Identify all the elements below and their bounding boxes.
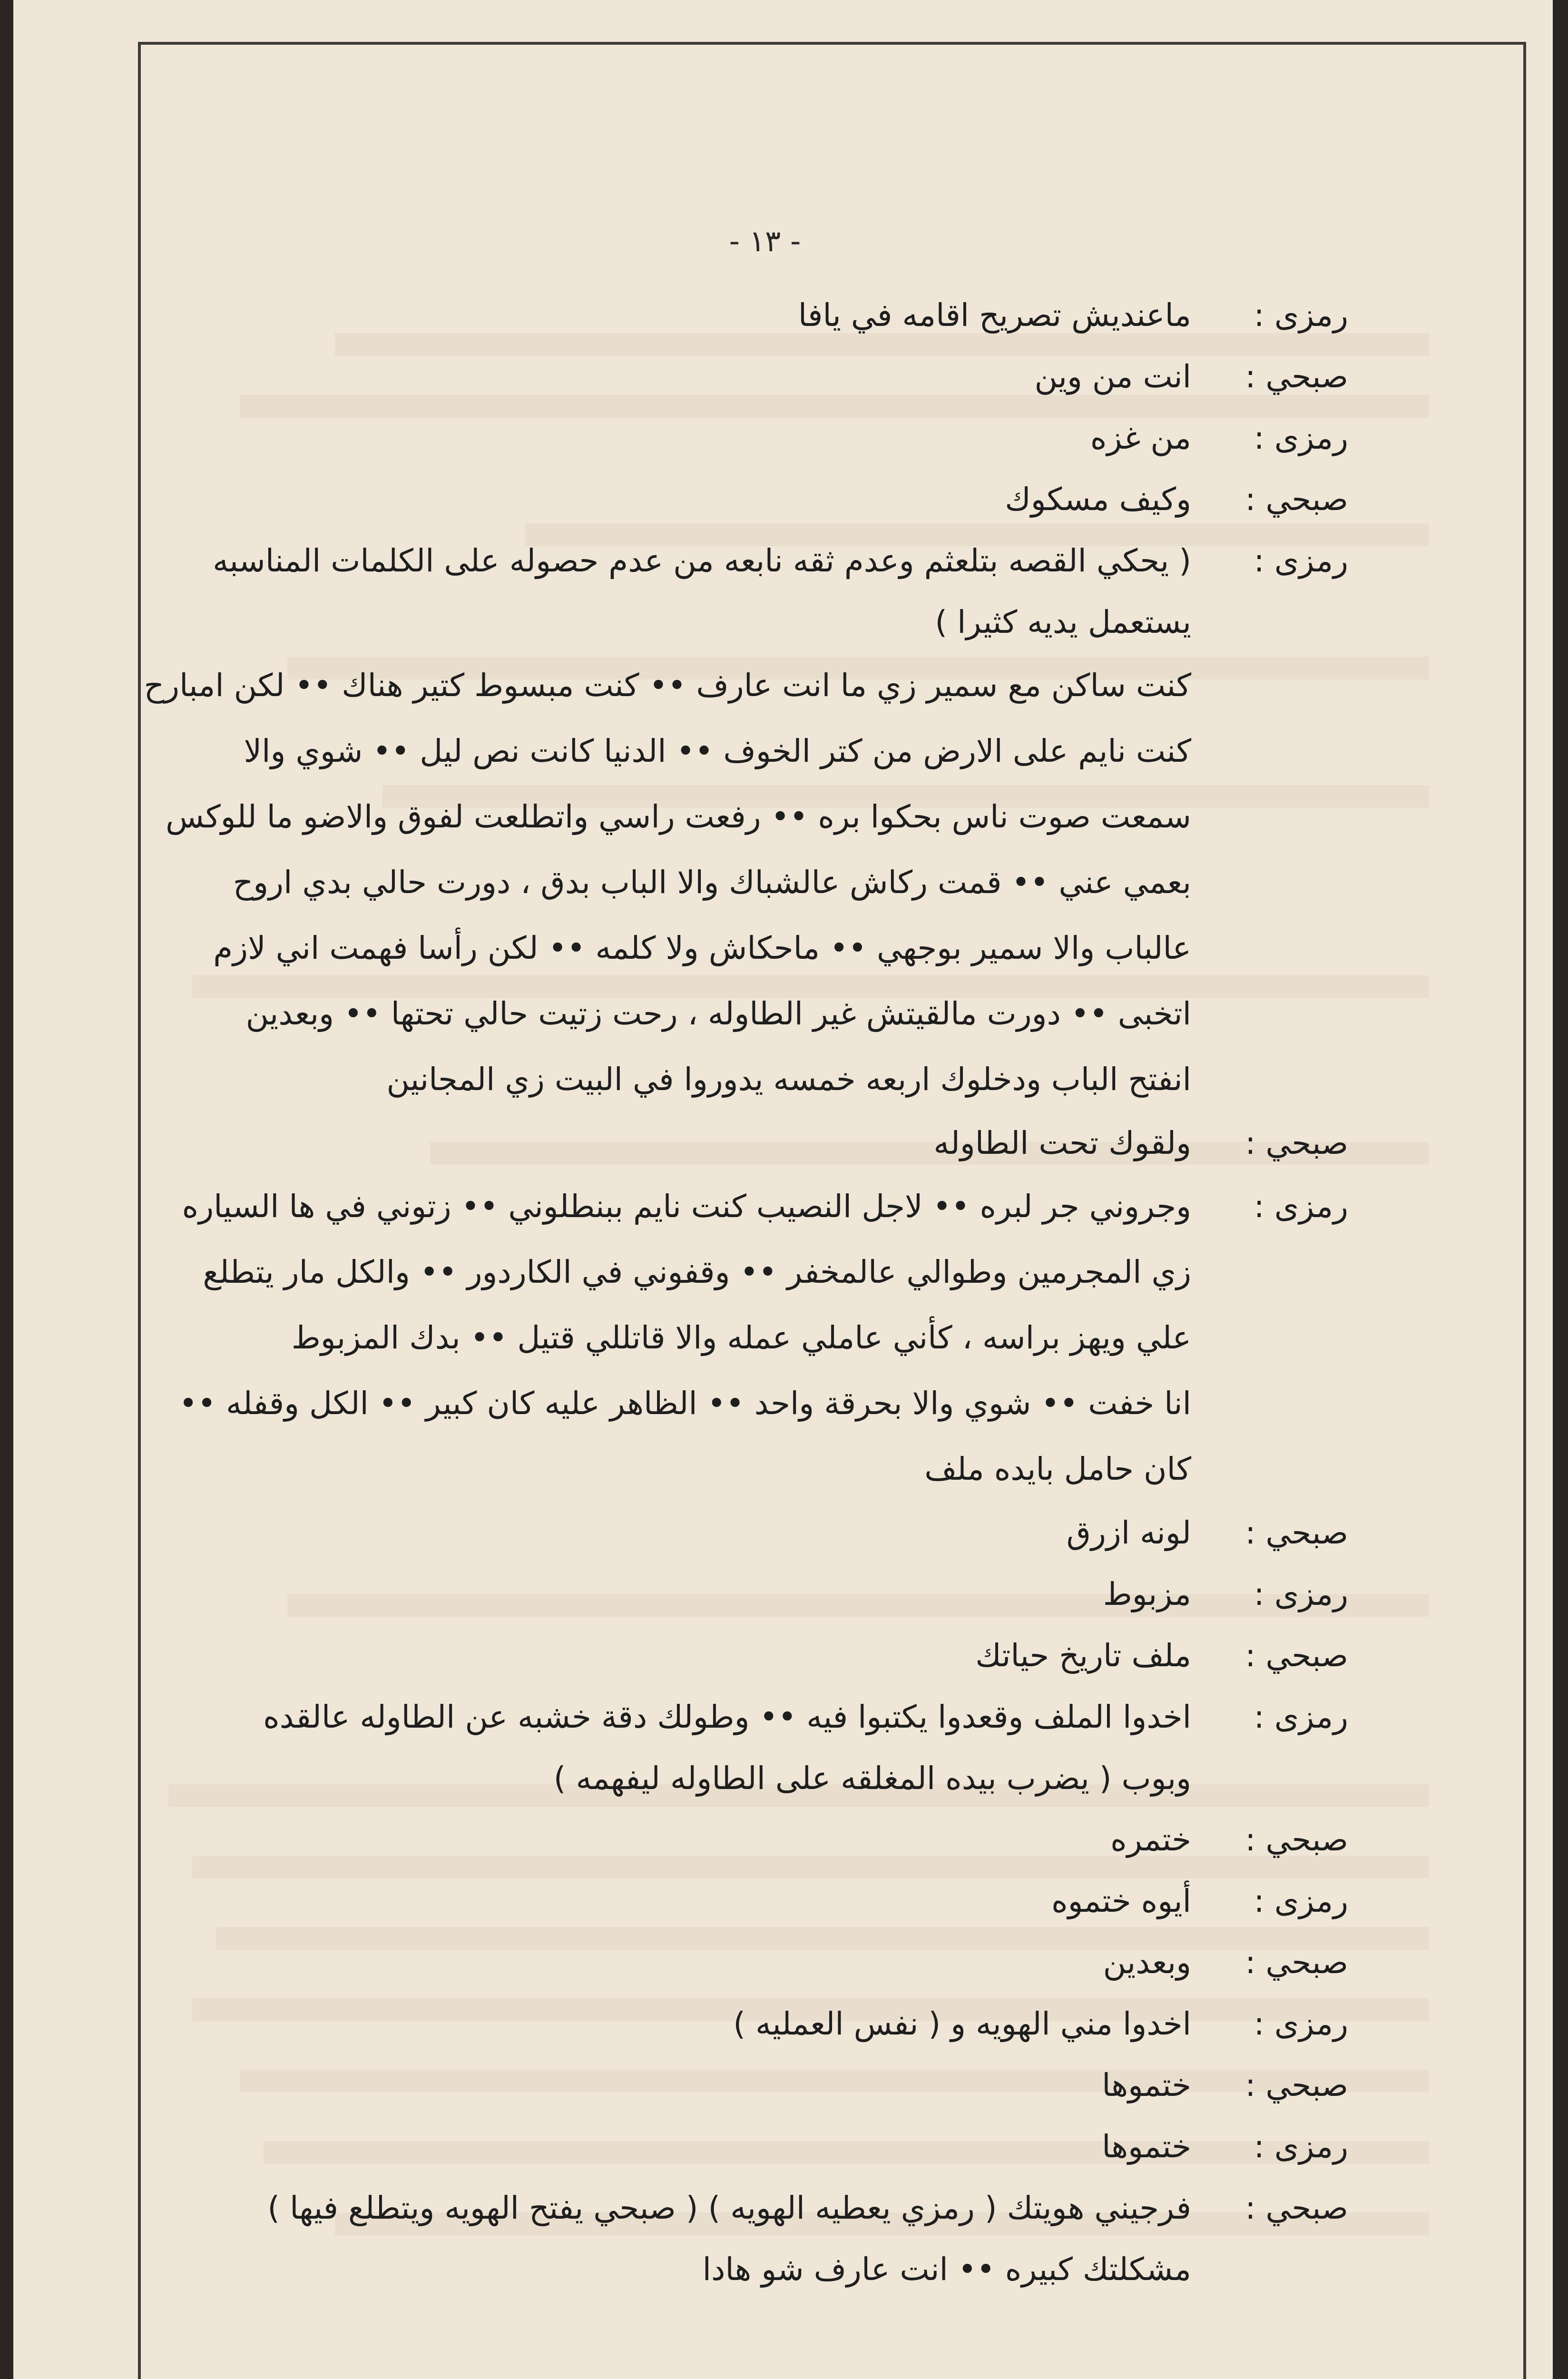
line-text: بعمي عني •• قمت ركاش عالشباك والا الباب بدق ، دورت حالي بدي اروح xyxy=(233,864,1191,901)
line-text: فرجيني هويتك ( رمزي يعطيه الهويه ) ( صبحي يفتح الهويه ويتطلع فيها ) xyxy=(267,2190,1191,2226)
line-text: ماعنديش تصريح اقامه في يافا xyxy=(798,297,1191,334)
speaker-label: صبحي : xyxy=(1245,1125,1348,1161)
line-text: أيوه ختموه xyxy=(1051,1883,1191,1919)
speaker-label: رمزى : xyxy=(1254,2005,1348,2042)
page-number: - ١٣ - xyxy=(729,224,801,258)
line-text: كنت ساكن مع سمير زي ما انت عارف •• كنت مبسوط كتير هناك •• لكن امبارح xyxy=(144,667,1191,704)
continuation-line xyxy=(168,1047,1348,1112)
continuation-line xyxy=(168,915,1348,981)
speaker-label: رمزى : xyxy=(1254,1699,1348,1735)
continuation-line xyxy=(168,718,1348,784)
dialogue-line xyxy=(168,2116,1348,2177)
continuation-line xyxy=(168,2239,1348,2300)
speaker-label: رمزى : xyxy=(1254,420,1348,456)
line-text: زي المجرمين وطوالي عالمخفر •• وقفوني في الكاردور •• والكل مار يتطلع xyxy=(203,1254,1191,1290)
line-text: علي ويهز براسه ، كأني عاملي عمله والا قاتللي قتيل •• بدك المزبوط xyxy=(291,1319,1191,1356)
dialogue-line xyxy=(168,1112,1348,1174)
dialogue-line xyxy=(168,1870,1348,1932)
speaker-label: صبحي : xyxy=(1245,2190,1348,2226)
dialogue-line xyxy=(168,1686,1348,1748)
line-text: كنت نايم على الارض من كتر الخوف •• الدنيا كانت نص ليل •• شوي والا xyxy=(244,733,1191,769)
speaker-label: رمزى : xyxy=(1254,2128,1348,2165)
speaker-label: صبحي : xyxy=(1245,1944,1348,1981)
line-text: كان حامل بايده ملف xyxy=(924,1451,1191,1487)
continuation-line xyxy=(168,1436,1348,1502)
dialogue-line xyxy=(168,346,1348,407)
speaker-label: رمزى : xyxy=(1254,1576,1348,1612)
speaker-label: صبحي : xyxy=(1245,481,1348,518)
continuation-line xyxy=(168,1748,1348,1809)
continuation-line xyxy=(168,591,1348,653)
line-text: اخدوا مني الهويه و ( نفس العمليه ) xyxy=(733,2005,1191,2042)
dialogue-line xyxy=(168,1625,1348,1686)
speaker-label: رمزى : xyxy=(1254,297,1348,334)
continuation-line xyxy=(168,784,1348,850)
line-text: لونه ازرق xyxy=(1066,1514,1191,1551)
speaker-label: رمزى : xyxy=(1254,542,1348,579)
line-text: يستعمل يديه كثيرا ) xyxy=(935,604,1191,640)
speaker-label: صبحي : xyxy=(1245,358,1348,395)
line-text: ختموها xyxy=(1102,2067,1191,2104)
line-text: انفتح الباب ودخلوك اربعه خمسه يدوروا في البيت زي المجانين xyxy=(386,1061,1191,1098)
continuation-line xyxy=(168,1305,1348,1371)
dialogue-line xyxy=(168,530,1348,591)
dialogue-line xyxy=(168,1809,1348,1870)
line-text: مزبوط xyxy=(1103,1576,1191,1612)
dialogue-line xyxy=(168,1174,1348,1239)
line-text: اتخبى •• دورت مالقيتش غير الطاوله ، رحت زتيت حالي تحتها •• وبعدين xyxy=(245,995,1191,1032)
script-text xyxy=(144,285,1348,2300)
dialogue-line xyxy=(168,1932,1348,1993)
dialogue-line xyxy=(168,469,1348,530)
speaker-label: صبحي : xyxy=(1245,1637,1348,1674)
speaker-label: صبحي : xyxy=(1245,2067,1348,2104)
line-text: من غزه xyxy=(1090,420,1191,456)
continuation-line xyxy=(144,653,1348,718)
line-text: ملف تاريخ حياتك xyxy=(975,1637,1191,1674)
continuation-line xyxy=(168,850,1348,915)
document-page xyxy=(13,0,1553,2379)
dialogue-line xyxy=(168,285,1348,346)
speaker-label: رمزى : xyxy=(1254,1188,1348,1225)
line-text: اخدوا الملف وقعدوا يكتبوا فيه •• وطولك دقة خشبه عن الطاوله عالقده xyxy=(263,1699,1191,1735)
dialogue-line xyxy=(168,407,1348,469)
speaker-label: صبحي : xyxy=(1245,1514,1348,1551)
continuation-line xyxy=(168,1371,1348,1436)
line-text: وجروني جر لبره •• لاجل النصيب كنت نايم ببنطلوني •• زتوني في ها السياره xyxy=(182,1188,1191,1225)
line-text: ختمره xyxy=(1110,1821,1191,1858)
dialogue-line xyxy=(168,2177,1348,2239)
dialogue-line xyxy=(168,1993,1348,2055)
dialogue-line xyxy=(168,1563,1348,1625)
continuation-line xyxy=(168,981,1348,1047)
line-text: عالباب والا سمير بوجهي •• ماحكاش ولا كلمه •• لكن رأسا فهمت اني لازم xyxy=(213,930,1191,966)
speaker-label: رمزى : xyxy=(1254,1883,1348,1919)
line-text: سمعت صوت ناس بحكوا بره •• رفعت راسي واتطلعت لفوق والاضو ما للوكس xyxy=(166,798,1191,835)
line-text: ( يحكي القصه بتلعثم وعدم ثقه نابعه من عدم حصوله على الكلمات المناسبه xyxy=(213,542,1191,579)
speaker-label: صبحي : xyxy=(1245,1821,1348,1858)
line-text: انا خفت •• شوي والا بحرقة واحد •• الظاهر عليه كان كبير •• الكل وقفله •• xyxy=(179,1385,1191,1422)
continuation-line xyxy=(168,1239,1348,1305)
line-text: وبعدين xyxy=(1103,1944,1191,1981)
line-text: مشكلتك كبيره •• انت عارف شو هادا xyxy=(702,2251,1191,2288)
line-text: انت من وين xyxy=(1034,358,1191,395)
line-text: ولقوك تحت الطاوله xyxy=(933,1125,1191,1161)
line-text: ختموها xyxy=(1102,2128,1191,2165)
line-text: وكيف مسكوك xyxy=(1005,481,1191,518)
dialogue-line xyxy=(168,1502,1348,1563)
line-text: وبوب ( يضرب بيده المغلقه على الطاوله ليفهمه ) xyxy=(553,1760,1191,1797)
dialogue-line xyxy=(168,2055,1348,2116)
